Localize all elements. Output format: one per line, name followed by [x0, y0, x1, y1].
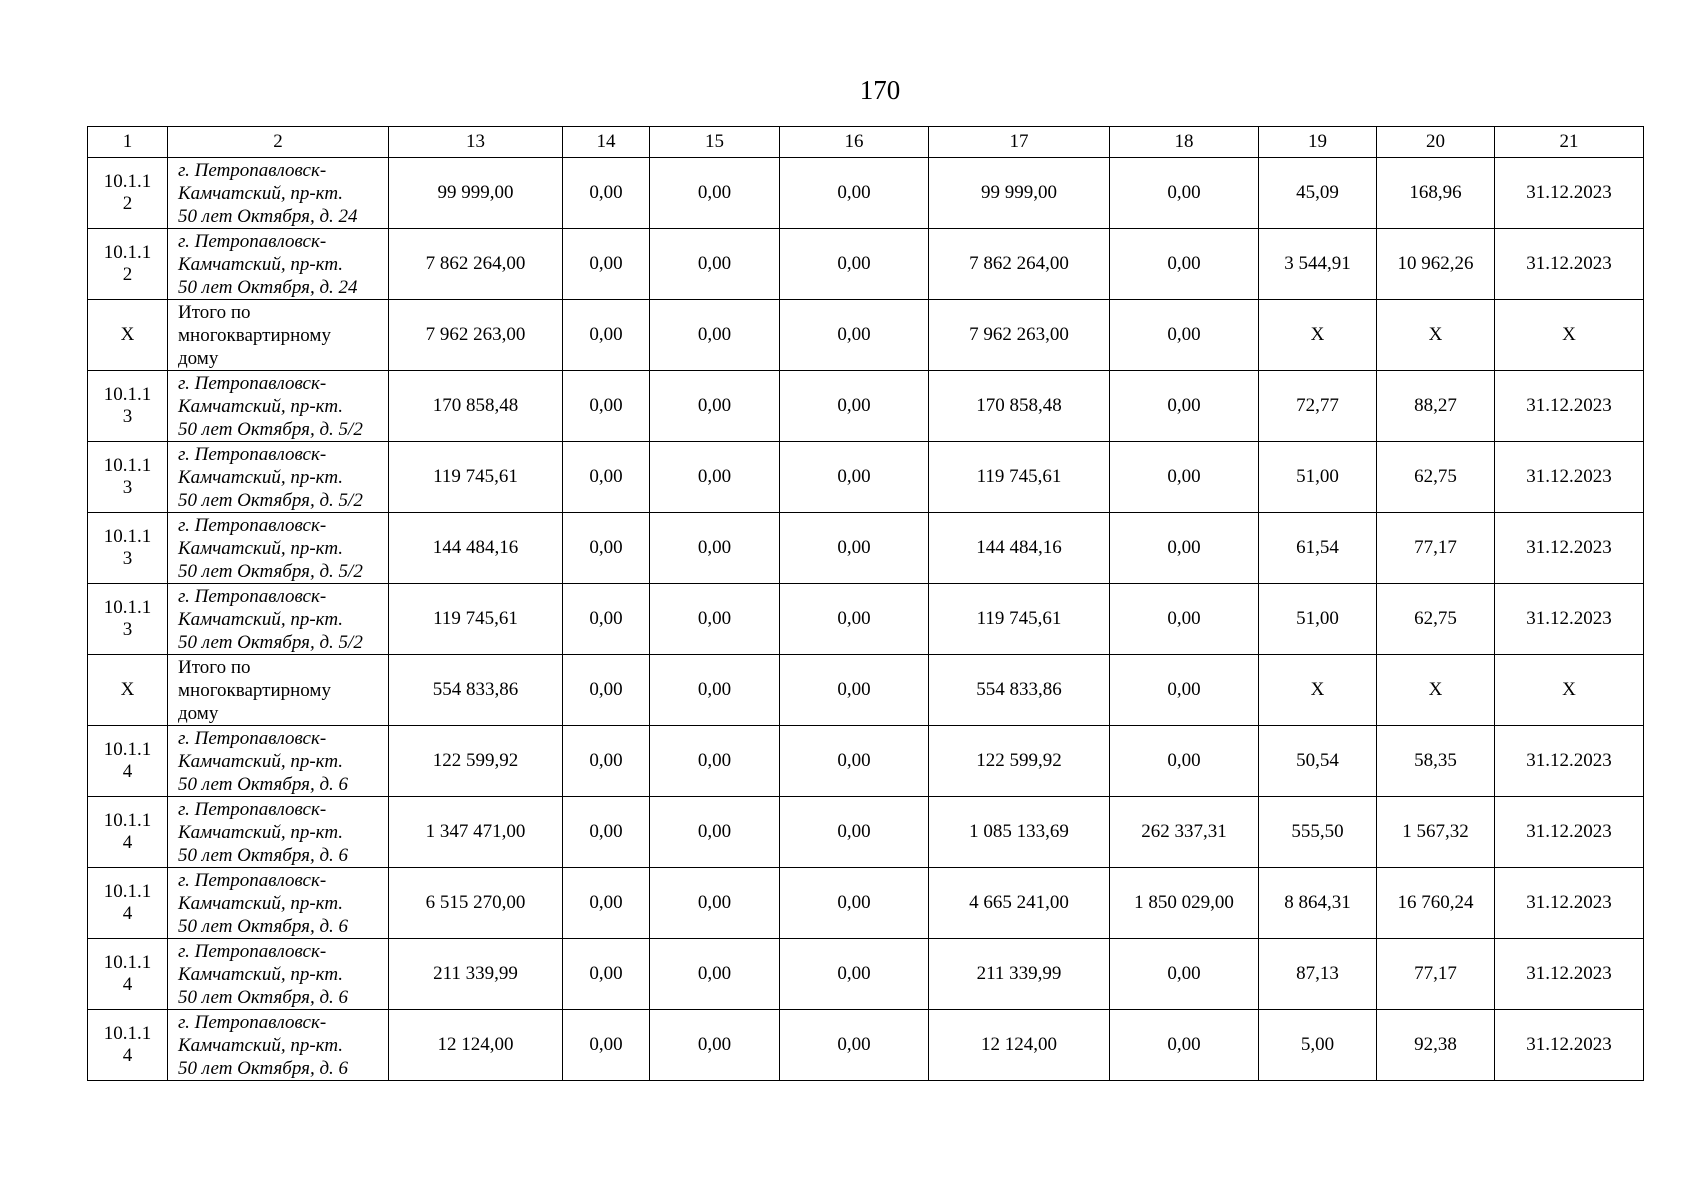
date-cell: 31.12.2023 [1495, 1010, 1644, 1081]
value-cell-14: 0,00 [563, 371, 650, 442]
value-cell-14: 0,00 [563, 300, 650, 371]
value-cell-20: 77,17 [1377, 939, 1495, 1010]
item-number-cell: 10.1.1 4 [88, 1010, 168, 1081]
value-cell-16: 0,00 [780, 797, 929, 868]
column-header: 14 [563, 127, 650, 158]
value-cell-19: 3 544,91 [1259, 229, 1377, 300]
date-cell: 31.12.2023 [1495, 229, 1644, 300]
value-cell-14: 0,00 [563, 726, 650, 797]
value-cell-13: 554 833,86 [389, 655, 563, 726]
table-row [88, 371, 1644, 442]
column-header: 16 [780, 127, 929, 158]
value-cell-15: 0,00 [650, 442, 780, 513]
item-number-cell: 10.1.1 4 [88, 868, 168, 939]
value-cell-17: 7 962 263,00 [929, 300, 1110, 371]
column-header: 17 [929, 127, 1110, 158]
value-cell-17: 12 124,00 [929, 1010, 1110, 1081]
value-cell-15: 0,00 [650, 939, 780, 1010]
address-cell: г. Петропавловск- Камчатский, пр-кт. 50 лет Октября, д. 6 [168, 797, 389, 868]
value-cell-14: 0,00 [563, 655, 650, 726]
date-cell: 31.12.2023 [1495, 158, 1644, 229]
date-cell: X [1495, 655, 1644, 726]
value-cell-15: 0,00 [650, 158, 780, 229]
value-cell-14: 0,00 [563, 584, 650, 655]
item-number-cell: 10.1.1 4 [88, 797, 168, 868]
value-cell-17: 554 833,86 [929, 655, 1110, 726]
date-cell: X [1495, 300, 1644, 371]
value-cell-17: 170 858,48 [929, 371, 1110, 442]
column-header: 15 [650, 127, 780, 158]
column-header: 21 [1495, 127, 1644, 158]
value-cell-13: 122 599,92 [389, 726, 563, 797]
date-cell: 31.12.2023 [1495, 371, 1644, 442]
value-cell-16: 0,00 [780, 158, 929, 229]
data-table [87, 126, 1644, 1081]
value-cell-14: 0,00 [563, 1010, 650, 1081]
value-cell-19: 45,09 [1259, 158, 1377, 229]
value-cell-18: 0,00 [1110, 655, 1259, 726]
value-cell-19: 50,54 [1259, 726, 1377, 797]
value-cell-19: 61,54 [1259, 513, 1377, 584]
value-cell-14: 0,00 [563, 939, 650, 1010]
value-cell-16: 0,00 [780, 726, 929, 797]
table-row [88, 1010, 1644, 1081]
value-cell-15: 0,00 [650, 1010, 780, 1081]
value-cell-18: 0,00 [1110, 300, 1259, 371]
item-number-cell: 10.1.1 3 [88, 584, 168, 655]
value-cell-20: X [1377, 300, 1495, 371]
value-cell-16: 0,00 [780, 513, 929, 584]
value-cell-15: 0,00 [650, 655, 780, 726]
item-number-cell: 10.1.1 3 [88, 371, 168, 442]
item-number-cell: X [88, 655, 168, 726]
value-cell-18: 0,00 [1110, 584, 1259, 655]
value-cell-15: 0,00 [650, 584, 780, 655]
value-cell-13: 7 962 263,00 [389, 300, 563, 371]
address-cell: г. Петропавловск- Камчатский, пр-кт. 50 лет Октября, д. 6 [168, 868, 389, 939]
value-cell-15: 0,00 [650, 797, 780, 868]
address-cell: г. Петропавловск- Камчатский, пр-кт. 50 лет Октября, д. 6 [168, 726, 389, 797]
value-cell-18: 0,00 [1110, 1010, 1259, 1081]
address-cell: г. Петропавловск- Камчатский, пр-кт. 50 лет Октября, д. 6 [168, 939, 389, 1010]
value-cell-13: 119 745,61 [389, 442, 563, 513]
column-header: 18 [1110, 127, 1259, 158]
value-cell-16: 0,00 [780, 939, 929, 1010]
date-cell: 31.12.2023 [1495, 442, 1644, 513]
value-cell-19: 5,00 [1259, 1010, 1377, 1081]
address-cell: г. Петропавловск- Камчатский, пр-кт. 50 лет Октября, д. 24 [168, 229, 389, 300]
value-cell-13: 12 124,00 [389, 1010, 563, 1081]
date-cell: 31.12.2023 [1495, 939, 1644, 1010]
value-cell-18: 262 337,31 [1110, 797, 1259, 868]
value-cell-20: 58,35 [1377, 726, 1495, 797]
value-cell-18: 0,00 [1110, 229, 1259, 300]
item-number-cell: 10.1.1 4 [88, 939, 168, 1010]
value-cell-17: 7 862 264,00 [929, 229, 1110, 300]
address-cell: г. Петропавловск- Камчатский, пр-кт. 50 лет Октября, д. 6 [168, 1010, 389, 1081]
value-cell-20: 92,38 [1377, 1010, 1495, 1081]
table-row [88, 939, 1644, 1010]
column-header: 1 [88, 127, 168, 158]
value-cell-15: 0,00 [650, 229, 780, 300]
date-cell: 31.12.2023 [1495, 584, 1644, 655]
value-cell-19: 72,77 [1259, 371, 1377, 442]
value-cell-16: 0,00 [780, 442, 929, 513]
column-header: 13 [389, 127, 563, 158]
value-cell-14: 0,00 [563, 797, 650, 868]
item-number-cell: 10.1.1 3 [88, 442, 168, 513]
value-cell-14: 0,00 [563, 158, 650, 229]
table-row [88, 513, 1644, 584]
value-cell-13: 7 862 264,00 [389, 229, 563, 300]
value-cell-20: 62,75 [1377, 442, 1495, 513]
value-cell-20: 62,75 [1377, 584, 1495, 655]
address-cell: г. Петропавловск- Камчатский, пр-кт. 50 лет Октября, д. 5/2 [168, 442, 389, 513]
value-cell-16: 0,00 [780, 1010, 929, 1081]
table-header-row [88, 127, 1644, 158]
date-cell: 31.12.2023 [1495, 726, 1644, 797]
item-number-cell: 10.1.1 2 [88, 158, 168, 229]
address-cell: г. Петропавловск- Камчатский, пр-кт. 50 лет Октября, д. 5/2 [168, 513, 389, 584]
value-cell-18: 0,00 [1110, 158, 1259, 229]
value-cell-20: 77,17 [1377, 513, 1495, 584]
value-cell-18: 0,00 [1110, 371, 1259, 442]
column-header: 20 [1377, 127, 1495, 158]
value-cell-15: 0,00 [650, 513, 780, 584]
value-cell-13: 119 745,61 [389, 584, 563, 655]
date-cell: 31.12.2023 [1495, 868, 1644, 939]
value-cell-17: 1 085 133,69 [929, 797, 1110, 868]
value-cell-14: 0,00 [563, 442, 650, 513]
table-row [88, 797, 1644, 868]
table-row [88, 655, 1644, 726]
table-row [88, 868, 1644, 939]
column-header: 19 [1259, 127, 1377, 158]
value-cell-16: 0,00 [780, 371, 929, 442]
value-cell-16: 0,00 [780, 229, 929, 300]
value-cell-17: 119 745,61 [929, 584, 1110, 655]
value-cell-17: 144 484,16 [929, 513, 1110, 584]
value-cell-17: 122 599,92 [929, 726, 1110, 797]
value-cell-20: 16 760,24 [1377, 868, 1495, 939]
value-cell-18: 0,00 [1110, 939, 1259, 1010]
value-cell-19: 8 864,31 [1259, 868, 1377, 939]
value-cell-13: 211 339,99 [389, 939, 563, 1010]
item-number-cell: 10.1.1 2 [88, 229, 168, 300]
column-header: 2 [168, 127, 389, 158]
value-cell-14: 0,00 [563, 229, 650, 300]
value-cell-19: X [1259, 300, 1377, 371]
value-cell-13: 144 484,16 [389, 513, 563, 584]
value-cell-13: 1 347 471,00 [389, 797, 563, 868]
value-cell-15: 0,00 [650, 371, 780, 442]
page-number: 170 [859, 75, 901, 105]
item-number-cell: X [88, 300, 168, 371]
address-cell: Итого по многоквартирному дому [168, 300, 389, 371]
value-cell-17: 119 745,61 [929, 442, 1110, 513]
value-cell-18: 0,00 [1110, 726, 1259, 797]
value-cell-15: 0,00 [650, 868, 780, 939]
value-cell-13: 6 515 270,00 [389, 868, 563, 939]
value-cell-14: 0,00 [563, 513, 650, 584]
address-cell: г. Петропавловск- Камчатский, пр-кт. 50 лет Октября, д. 5/2 [168, 371, 389, 442]
value-cell-16: 0,00 [780, 868, 929, 939]
date-cell: 31.12.2023 [1495, 797, 1644, 868]
value-cell-19: X [1259, 655, 1377, 726]
value-cell-19: 51,00 [1259, 442, 1377, 513]
address-cell: г. Петропавловск- Камчатский, пр-кт. 50 лет Октября, д. 5/2 [168, 584, 389, 655]
date-cell: 31.12.2023 [1495, 513, 1644, 584]
address-cell: г. Петропавловск- Камчатский, пр-кт. 50 лет Октября, д. 24 [168, 158, 389, 229]
value-cell-16: 0,00 [780, 300, 929, 371]
table-row [88, 229, 1644, 300]
table-row [88, 300, 1644, 371]
value-cell-20: 10 962,26 [1377, 229, 1495, 300]
value-cell-19: 555,50 [1259, 797, 1377, 868]
table-row [88, 442, 1644, 513]
value-cell-19: 87,13 [1259, 939, 1377, 1010]
value-cell-13: 99 999,00 [389, 158, 563, 229]
value-cell-16: 0,00 [780, 584, 929, 655]
value-cell-20: 168,96 [1377, 158, 1495, 229]
value-cell-17: 211 339,99 [929, 939, 1110, 1010]
value-cell-17: 4 665 241,00 [929, 868, 1110, 939]
value-cell-18: 0,00 [1110, 513, 1259, 584]
item-number-cell: 10.1.1 4 [88, 726, 168, 797]
item-number-cell: 10.1.1 3 [88, 513, 168, 584]
table-row [88, 584, 1644, 655]
value-cell-15: 0,00 [650, 300, 780, 371]
value-cell-20: X [1377, 655, 1495, 726]
value-cell-20: 1 567,32 [1377, 797, 1495, 868]
table-row [88, 726, 1644, 797]
value-cell-18: 0,00 [1110, 442, 1259, 513]
value-cell-16: 0,00 [780, 655, 929, 726]
table-body [88, 158, 1644, 1081]
value-cell-20: 88,27 [1377, 371, 1495, 442]
value-cell-17: 99 999,00 [929, 158, 1110, 229]
value-cell-18: 1 850 029,00 [1110, 868, 1259, 939]
value-cell-13: 170 858,48 [389, 371, 563, 442]
value-cell-15: 0,00 [650, 726, 780, 797]
value-cell-14: 0,00 [563, 868, 650, 939]
table-row [88, 158, 1644, 229]
address-cell: Итого по многоквартирному дому [168, 655, 389, 726]
value-cell-19: 51,00 [1259, 584, 1377, 655]
